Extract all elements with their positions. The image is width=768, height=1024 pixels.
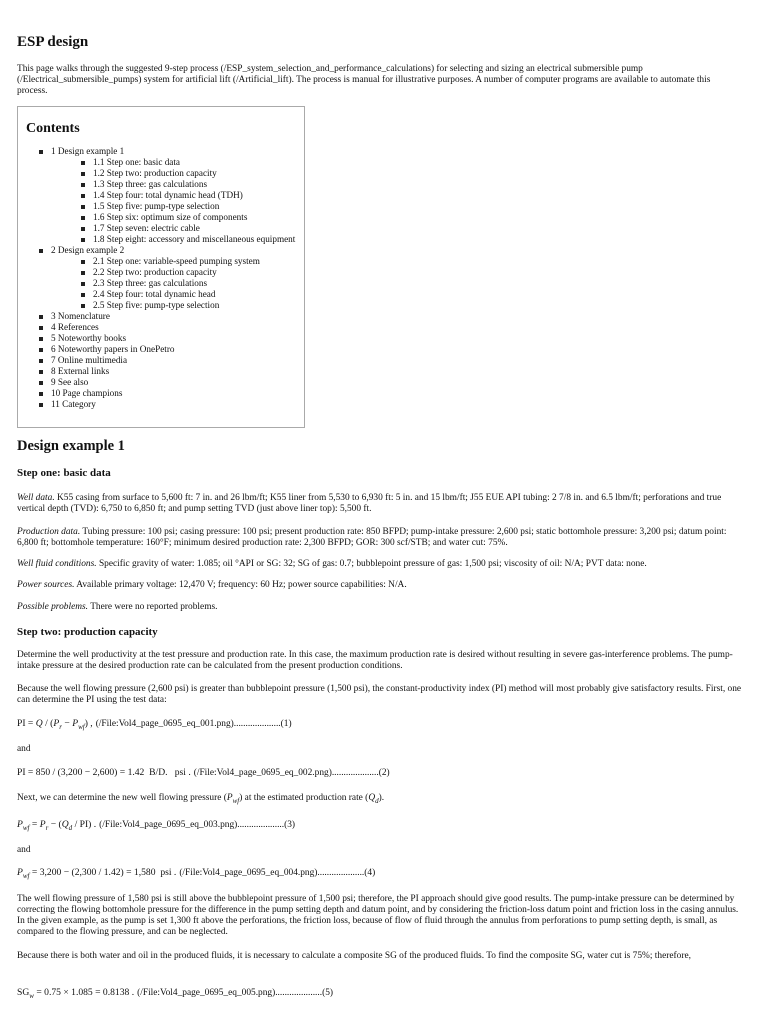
toc-item-label: 1 Design example 1 [51,146,125,156]
equation-3-image: $P_{wf} = P_r - (Q_d / PI)$ . [17,819,97,832]
toc-item[interactable] [22,212,300,223]
bullet-icon [81,238,85,242]
equation-2 [17,767,744,779]
toc-item-label: 2.5 Step five: pump-type selection [93,300,220,310]
bullet-icon [81,216,85,220]
toc-item-label: 1.8 Step eight: accessory and miscellaneous equipment [93,234,296,244]
toc-item[interactable] [22,388,300,399]
toc-list [22,146,300,410]
toc-item[interactable] [22,300,300,311]
power-sources-paragraph: Power sources. Available primary voltage: 12,470 V; frequency: 60 Hz; power source capabilities: N/A. [17,580,407,590]
toc-item[interactable] [22,146,300,157]
toc-item-label: 3 Nomenclature [51,311,110,321]
toc-item[interactable] [22,201,300,212]
bullet-icon [81,271,85,275]
toc-item-label: 6 Noteworthy papers in OnePetro [51,344,175,354]
bullet-icon [39,392,43,396]
page-title: ESP design [17,34,89,50]
equation-2-image: PI = 850 / (3,200 − 2,600) = 1.42 B/D. psi . [17,767,191,778]
bullet-icon [81,183,85,187]
toc-item-label: 9 See also [51,377,89,387]
toc-item-label: 1.5 Step five: pump-type selection [93,201,220,211]
equation-4-image: $P_{wf} = 3,200 - (2,300 / 1.42) = 1,580$ psi . [17,867,177,880]
and-text-1: and [17,744,31,754]
bullet-icon [81,172,85,176]
bullet-icon [39,337,43,341]
bullet-icon [81,227,85,231]
toc-item-label: 1.7 Step seven: electric cable [93,223,200,233]
toc-item-label: 2.4 Step four: total dynamic head [93,289,216,299]
toc-item[interactable] [22,190,300,201]
toc-item-label: 1.1 Step one: basic data [93,157,181,167]
toc-item[interactable] [22,399,300,410]
equation-4 [17,867,744,882]
toc-item[interactable] [22,256,300,267]
toc-item[interactable] [22,234,300,245]
bullet-icon [81,205,85,209]
toc-item-label: 2 Design example 2 [51,245,125,255]
toc-item[interactable] [22,377,300,388]
toc-item-label: 10 Page champions [51,388,123,398]
toc-item-label: 2.1 Step one: variable-speed pumping system [93,256,260,266]
toc-item-label: 2.3 Step three: gas calculations [93,278,208,288]
intro-paragraph: This page walks through the suggested 9-step process (/ESP_system_selection_and_performance_calculations) for selecting and sizing an electrical submersible pump (/Electrical_submersible_pumps) system for artificial lift (/Artificial_lift). The process is manual for illustrative purposes. A number of computer programs are available to automate this process. [17,64,711,96]
possible-problems-paragraph: Possible problems. There were no reported problems. [17,602,218,612]
toc-item-label: 8 External links [51,366,110,376]
toc-item[interactable] [22,267,300,278]
toc-item[interactable] [22,289,300,300]
toc-item-label: 7 Online multimedia [51,355,128,365]
toc-item-label: 1.2 Step two: production capacity [93,168,217,178]
bullet-icon [81,194,85,198]
step-two-heading: Step two: production capacity [17,626,158,638]
step-two-paragraph-4: The well flowing pressure of 1,580 psi is still above the bubblepoint pressure of 1,500 psi; therefore, the PI approach should give good results. The pump-intake pressure can be determined by correcting the flowing bottomhole pressure for the difference in the pump setting depth and datum point, and by considering the friction-loss datum point and friction loss in the casing annulus. In the given example, as the pump is set 1,300 ft above the perforations, the friction loss, because of flow of fluid through the annulus from perforations to pump setting depth, is small, as compared to the flowing pressure, and can be neglected. [17,894,739,937]
fluid-conditions-paragraph: Well fluid conditions. Specific gravity of water: 1.085; oil °API or SG: 32; SG of gas: 0.7; bubblepoint pressure of gas: 1,500 psi; viscosity of oil: N/A; PVT data: none. [17,559,647,569]
equation-1-link[interactable]: (/File:Vol4_page_0695_eq_001.png)....................(1) [95,719,292,729]
production-data-paragraph: Production data. Tubing pressure: 100 psi; casing pressure: 100 psi; present production rate: 850 BFPD; pump-intake pressure: 2,600 psi; static bottomhole pressure: 3,200 psi; datum point: 6,800 ft; bottomhole temperature: 160°F; minimum desired production rate: 2,300 BFPD; GOR: 300 scf/STB; and water cut: 75%. [17,527,727,548]
bullet-icon [81,161,85,165]
equation-2-link[interactable]: (/File:Vol4_page_0695_eq_002.png)....................(2) [193,768,390,778]
well-data-paragraph: Well data. K55 casing from surface to 5,600 ft: 7 in. and 26 lbm/ft; K55 liner from 5,530 to 6,930 ft: 5 in. and 15 lbm/ft; J55 EUE API tubing: 2 7/8 in. and 6.5 lbm/ft; perforations and true vertical depth (TVD): 6,750 to 6,850 ft; and pump setting TVD (just above liner top): 5,500 ft. [17,493,722,514]
and-text-2: and [17,845,31,855]
equation-5-link[interactable]: (/File:Vol4_page_0695_eq_005.png)....................(5) [137,988,334,998]
toc-item[interactable] [22,278,300,289]
step-one-heading: Step one: basic data [17,467,111,479]
toc-item[interactable] [22,179,300,190]
toc-title: Contents [26,121,80,136]
step-two-paragraph-1: Determine the well productivity at the test pressure and production rate. In this case, the maximum production rate is desired without resulting in severe gas-interference problems. The pump-intake pressure at the desired production rate can be calculated from the present production conditions. [17,650,733,671]
toc-item[interactable] [22,168,300,179]
bullet-icon [81,282,85,286]
bullet-icon [39,315,43,319]
toc-item-label: 2.2 Step two: production capacity [93,267,217,277]
toc-item[interactable] [22,344,300,355]
toc-item[interactable] [22,366,300,377]
equation-1 [17,718,744,733]
bullet-icon [39,150,43,154]
equation-1-image: PI = $Q / (P_r - P_{wf})$ , [17,718,93,731]
toc-item-label: 5 Noteworthy books [51,333,127,343]
toc-item-label: 11 Category [51,399,96,409]
equation-4-link[interactable]: (/File:Vol4_page_0695_eq_004.png)....................(4) [179,868,376,878]
equation-3-link[interactable]: (/File:Vol4_page_0695_eq_003.png)....................(3) [99,820,296,830]
toc-item[interactable] [22,355,300,366]
equation-5 [17,987,744,1002]
section-heading-design-example-1: Design example 1 [17,438,125,454]
table-of-contents [17,106,305,428]
toc-item[interactable] [22,245,300,256]
bullet-icon [81,260,85,264]
toc-item-label: 1.4 Step four: total dynamic head (TDH) [93,190,243,200]
step-two-paragraph-2: Because the well flowing pressure (2,600 psi) is greater than bubblepoint pressure (1,500 psi), the constant-productivity index (PI) method will most probably give satisfactory results. First, one can determine the PI using the test data: [17,684,742,705]
bullet-icon [39,359,43,363]
toc-item[interactable] [22,322,300,333]
toc-item-label: 1.3 Step three: gas calculations [93,179,208,189]
bullet-icon [39,381,43,385]
toc-item[interactable] [22,157,300,168]
bullet-icon [39,403,43,407]
toc-item[interactable] [22,223,300,234]
step-two-paragraph-5: Because there is both water and oil in the produced fluids, it is necessary to calculate a composite SG of the produced fluids. To find the composite SG, water cut is 75%; therefore, [17,951,691,961]
bullet-icon [39,370,43,374]
step-two-paragraph-3: Next, we can determine the new well flowing pressure $(P_{wf})$ at the estimated production rate $(Q_d)$. [17,793,385,805]
toc-item-label: 4 References [51,322,99,332]
toc-item-label: 1.6 Step six: optimum size of components [93,212,248,222]
bullet-icon [39,326,43,330]
bullet-icon [39,249,43,253]
bullet-icon [39,348,43,352]
equation-3 [17,819,744,834]
toc-item[interactable] [22,333,300,344]
bullet-icon [81,293,85,297]
bullet-icon [81,304,85,308]
equation-5-image: $SG_w = 0.75 \times 1.085 = 0.8138$ . [17,987,135,1000]
toc-item[interactable] [22,311,300,322]
